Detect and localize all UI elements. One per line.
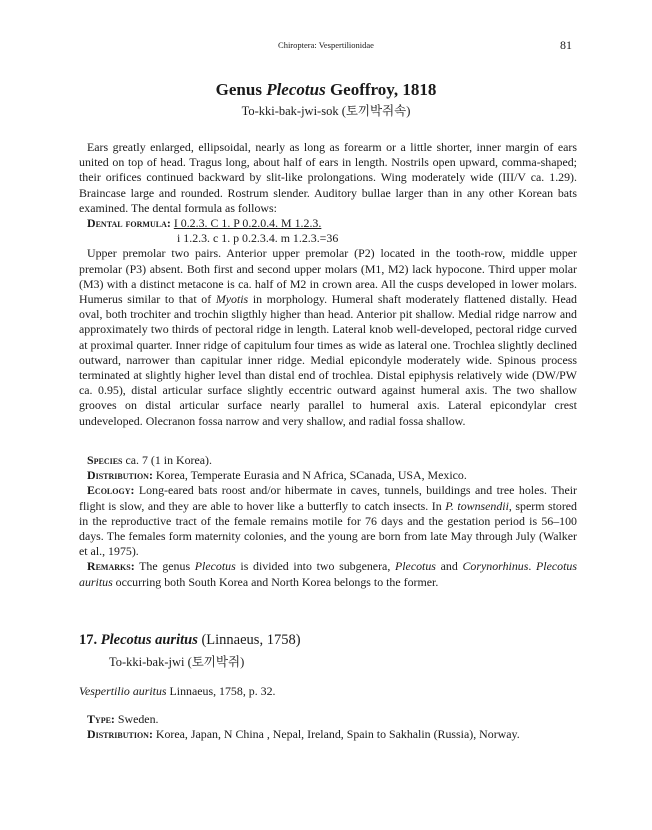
genus-title: [0, 80, 652, 100]
species-korean-name: To-kki-bak-jwi (토끼박쥐): [109, 655, 245, 669]
distribution-text: Korea, Temperate Eurasia and N Africa, SCanada, USA, Mexico.: [152, 468, 467, 483]
type-text: Sweden.: [114, 712, 159, 726]
species-count: [79, 453, 577, 468]
species-type: [79, 712, 577, 727]
ecology-text-1: Long-eared bats roost and/or hibermate in caves, tunnels, buildings and tree holes. Their flight is slow, and they are able to hover like a butterfly to catch insects. In: [79, 483, 577, 513]
synonym-citation: Linnaeus, 1758, p. 32.: [166, 684, 276, 698]
species-text: ca. 7 (1 in Korea).: [122, 453, 212, 467]
ecology-species-ref: P. townsendii: [445, 498, 509, 513]
morphology-text-2: in morphology. Humeral shaft moderately flattened distally. Head oval, both trochiter and trochin sligthly higher than head. Anterior pit shallow. Medial ridge narrow and approximately two thirds of pectoral ridge in length. Lateral knob well-developed, pectoral ridge curved at proximal quarter. Inner ridge of capitulum four times as wide as lateral one. Trochlea slightly declined outward, narrower than capitular inner ridge. Medial epicondyle moderately wide. Spinous process terminated at slightly higher level than distal end of trochlea. Distal epiphysis relatively wide (DW/PW ca. 0.95), distal articular surface slightly eccentric outward against humeral axis. The two shallow grooves on distal articular surface nearly parallel to humeral axis. Lateral epicondylar crest undeveloped. Olecranon fossa narrow and very shallow, and radial fossa shallow.: [79, 292, 577, 428]
genus-remarks: [79, 559, 577, 589]
species-title: [79, 632, 301, 649]
remarks-text-5: occurring both South Korea and North Korea belongs to the former.: [112, 574, 439, 589]
remarks-text-4: .: [528, 559, 537, 574]
species-number: 17.: [79, 632, 98, 648]
genus-description: [79, 140, 577, 429]
remarks-italic-2: Plecotus: [394, 559, 436, 574]
morphology-genus-ref: Myotis: [215, 292, 249, 307]
dental-formula-label: Dental formula:: [87, 216, 171, 231]
morphology-text-1: Upper premolar two pairs. Anterior upper premolar (P2) located in the tooth-row, middle upper premolar (P3) absent. Both first and second upper molars (M1, M2) lack hypocone. Third upper molar (M3) with a distinct metacone is ca. half of M2 in crown area. All the cusps developed in lower molars. Humerus similar to that of: [79, 246, 577, 307]
remarks-italic-3: Corynorhinus: [462, 559, 529, 574]
type-label: Type:: [87, 712, 115, 726]
morphology-paragraph: [79, 246, 577, 428]
dental-formula-lower: i 1.2.3. c 1. p 0.2.3.4. m 1.2.3.=36: [177, 231, 339, 246]
genus-ecology: [79, 483, 577, 559]
description-paragraph: Ears greatly enlarged, ellipsoidal, nearly as long as forearm or a little shorter, inner margin of ears united on top of head. Tragus long, about half of ears in length. Nostrils open upward, comma-shaped; their orifices continued backward by slit-like prolongations. Wing moderately wide (III/V ca. 1.29). Braincase large and rounded. Rostrum slender. Auditory bullae larger than in any other Korean bats examined. The dental formula as follows:: [79, 140, 577, 215]
species-author: (Linnaeus, 1758): [197, 632, 301, 648]
remarks-text-1: The genus: [134, 559, 195, 574]
genus-korean-name: To-kki-bak-jwi-sok (토끼박쥐속): [241, 104, 411, 118]
remarks-italic-1: Plecotus: [194, 559, 236, 574]
genus-title-name: Plecotus: [266, 80, 326, 99]
page-number: 81: [560, 38, 572, 52]
dental-formula-upper-value: I 0.2.3. C 1. P 0.2.0.4. M 1.2.3.: [173, 216, 322, 231]
species-label: Species: [87, 453, 123, 467]
genus-distribution: [79, 468, 577, 483]
genus-facts: [79, 453, 577, 590]
remarks-italic-4: Plecotus auritus: [79, 559, 577, 589]
genus-title-prefix: Genus: [215, 80, 267, 99]
remarks-text-2: is divided into two subgenera,: [235, 559, 395, 574]
running-head: Chiroptera: Vespertilionidae: [278, 40, 374, 50]
dental-formula-upper: [79, 216, 577, 231]
species-facts: [79, 712, 577, 742]
remarks-label: Remarks:: [87, 559, 135, 574]
distribution-label: Distribution:: [87, 468, 153, 483]
synonym-name: Vespertilio auritus: [79, 684, 167, 698]
species-name: Plecotus auritus: [100, 632, 198, 648]
species-distribution-text: Korea, Japan, N China , Nepal, Ireland, Spain to Sakhalin (Russia), Norway.: [152, 727, 520, 742]
ecology-text-2: , sperm stored in the reproductive tract of the female remains motile for 76 days and the gestation period is 56–100 days. The females form maternity colonies, and the young are born from late May through July (Walker et al., 1975).: [79, 498, 578, 559]
species-synonym: [79, 684, 276, 699]
ecology-label: Ecology:: [87, 483, 135, 498]
species-distribution: [79, 727, 577, 742]
genus-title-suffix: Geoffroy, 1818: [325, 80, 437, 99]
species-distribution-label: Distribution:: [87, 727, 153, 742]
remarks-text-3: and: [435, 559, 463, 574]
